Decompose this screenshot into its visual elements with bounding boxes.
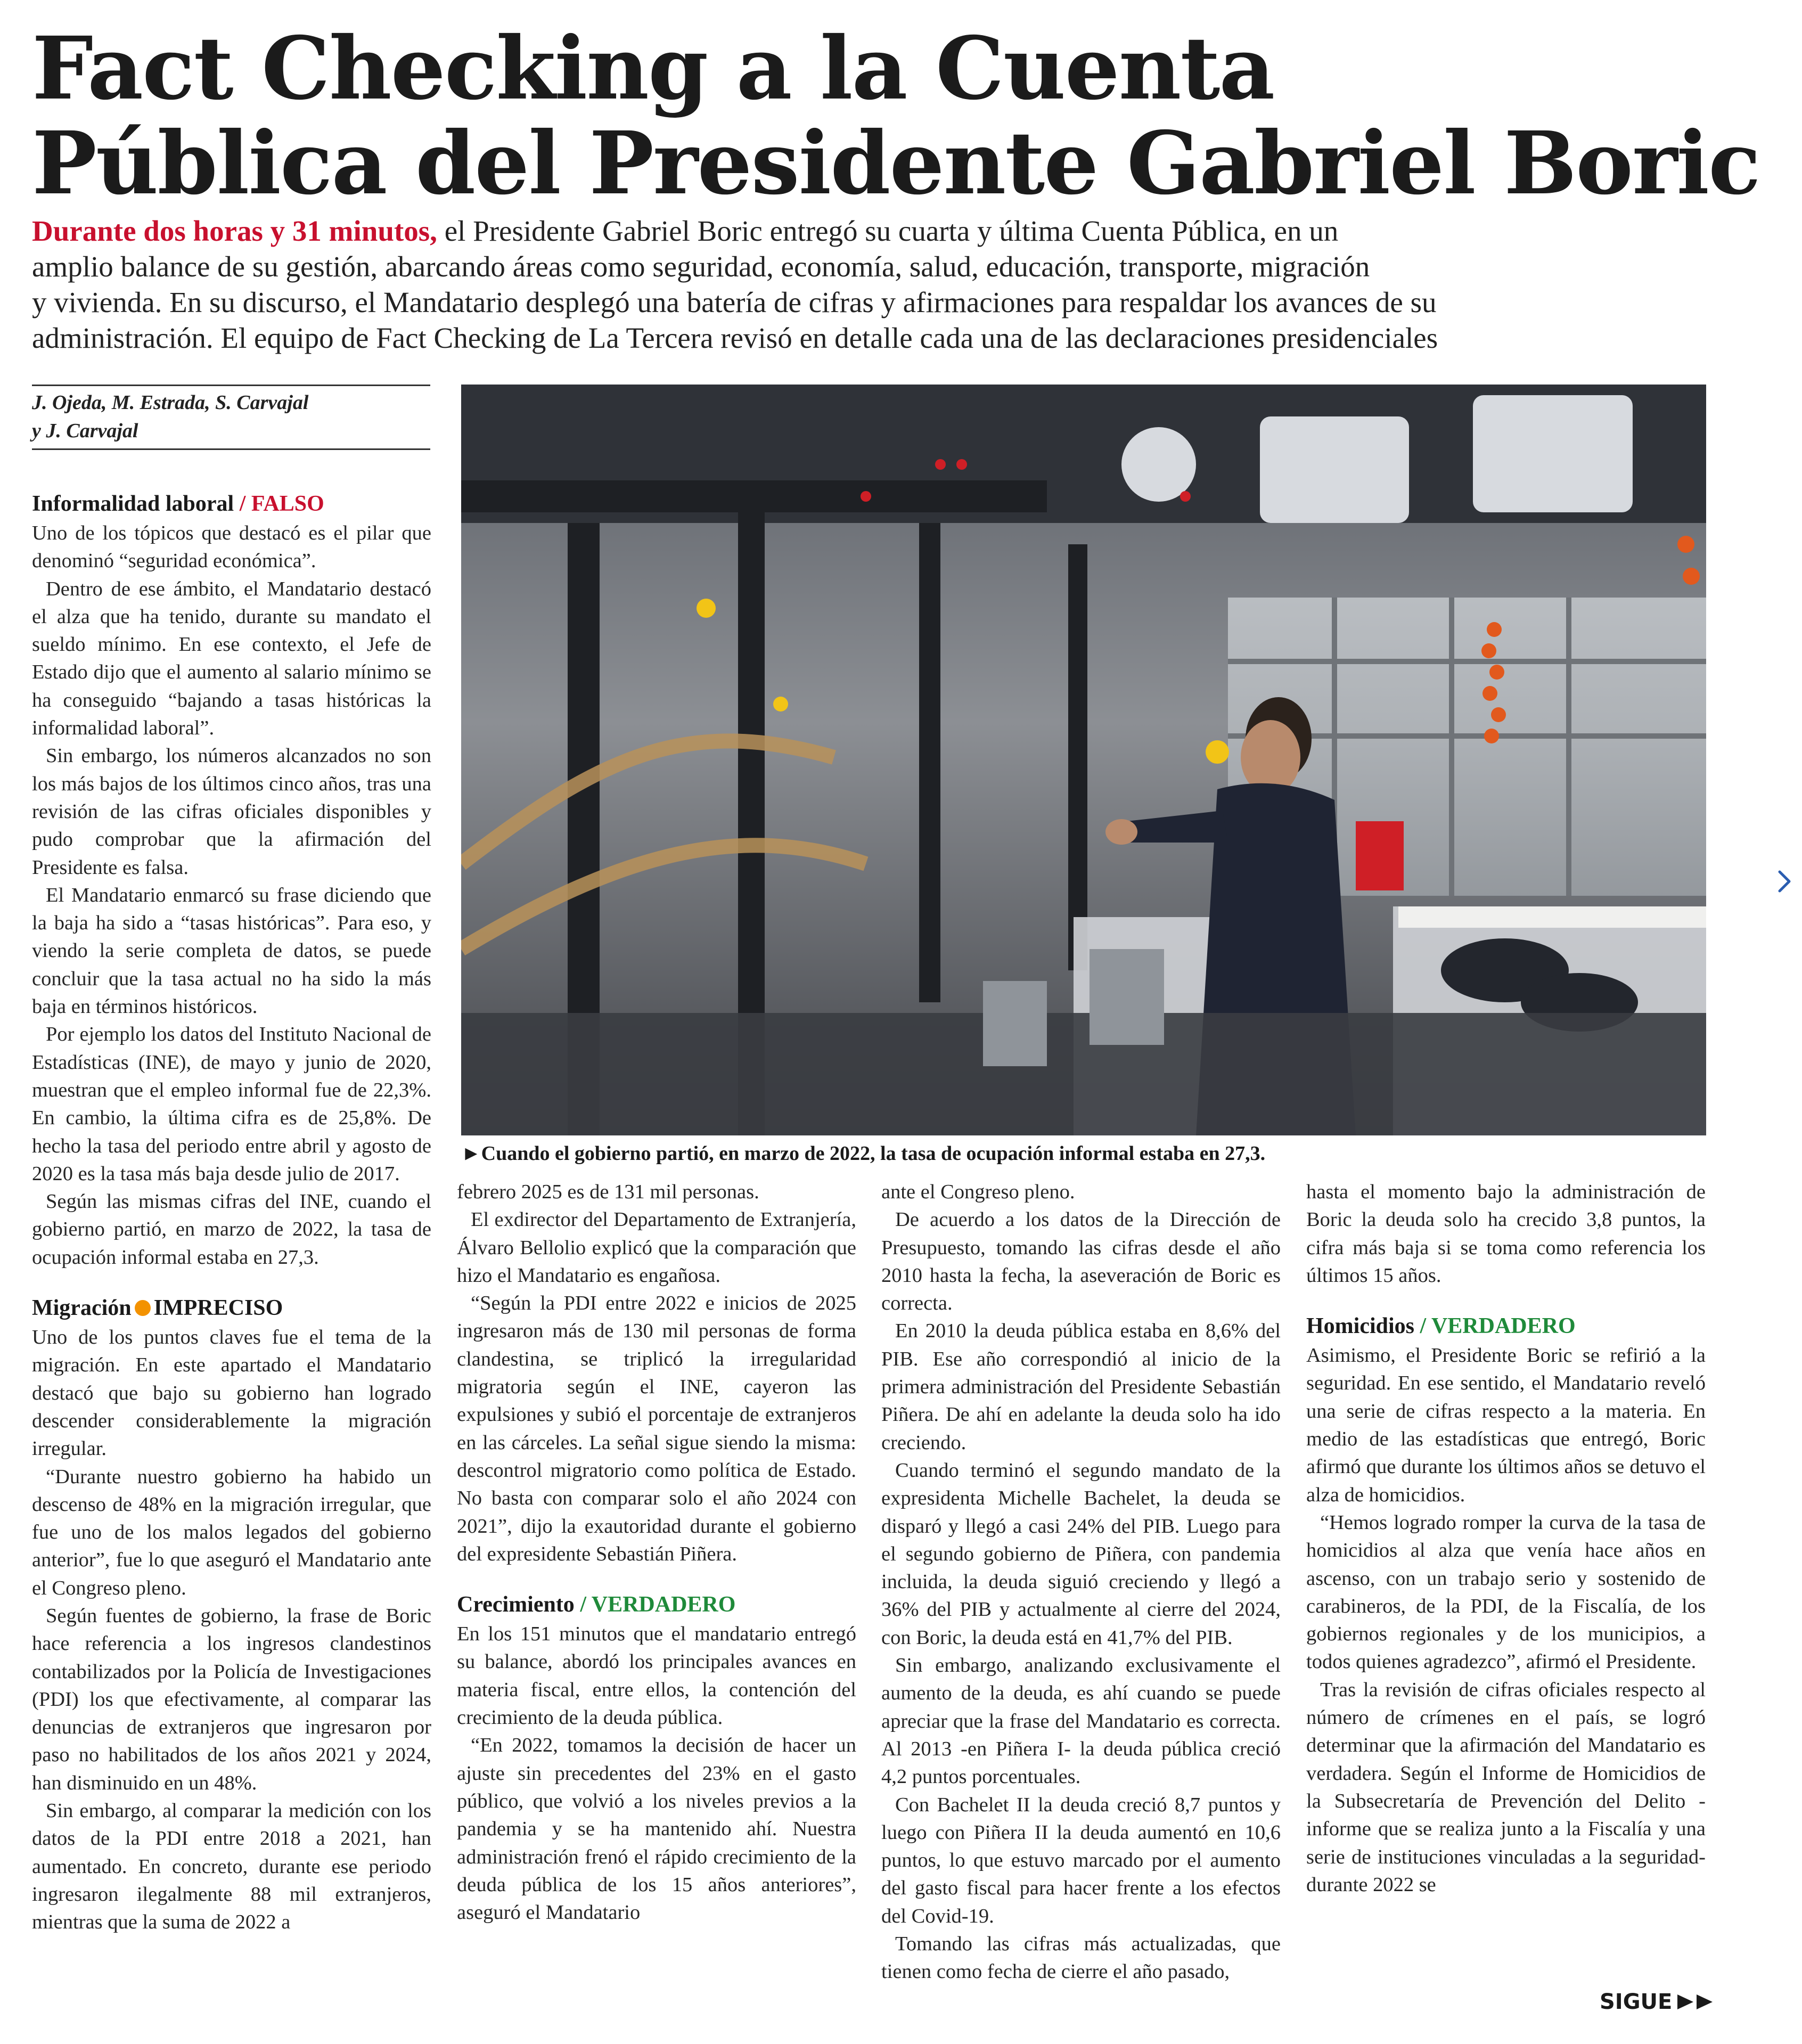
crecimiento-p3: ante el Congreso pleno.: [881, 1181, 1075, 1203]
section-title-migracion: [32, 1293, 431, 1323]
continue-indicator: [1600, 1990, 1716, 2014]
section-title-informalidad: [32, 488, 431, 519]
column-2: [457, 1178, 856, 1926]
migracion-p7: “Según la PDI entre 2022 e inicios de 2025 ingresaron más de 130 mil personas de forma clandestina, se triplicó la irregularidad migratoria según el INE, cayeron las expulsiones y subió el porcentaje de extranjeros en las cárceles. La señal sigue siendo la misma: descontrol migratorio como política de Estado. No basta con comparar solo el año 2024 con 2021”, dijo la exautoridad durante el gobierno del expresidente Sebastián Piñera.: [457, 1292, 856, 1565]
homicidios-p3: Tras la revisión de cifras oficiales respecto al número de crímenes en el país, se logró determinar que la afirmación del Mandatario es verdadera. Según el Informe de Homicidios de la Subsecretaría de Prevención del Delito -informe que se realiza junto a la Fiscalía y una serie de instituciones vinculadas a la seguridad- durante 2022 se: [1306, 1678, 1706, 1896]
byline-top-rule: [32, 385, 430, 386]
crecimiento-p6: Cuando terminó el segundo mandato de la expresidenta Michelle Bachelet, la deuda se disparó y llegó a casi 24% del PIB. Luego para el segundo gobierno de Piñera, con pandemia incluida, la deuda siguió creciendo y llegó a 36% del PIB y actualmente al cierre del 2024, con Boric, la deuda está en 41,7% del PIB.: [881, 1459, 1281, 1649]
informalidad-p3: Sin embargo, los números alcanzados no son los más bajos de los últimos cinco años, tras una revisión de las cifras oficiales disponibles y pudo comprobar que la afirmación del Presidente es falsa.: [32, 745, 431, 879]
crecimiento-p2: “En 2022, tomamos la decisión de hacer un ajuste sin precedentes del 23% en el gasto público, que volvió a los niveles previos a la pandemia y se ha mantenido ahí. Nuestra administración frenó el rápido crecimiento de la deuda pública de los 15 años anteriores”, aseguró el Mandatario: [457, 1734, 856, 1924]
homicidios-p2: “Hemos logrado romper la curva de la tasa de homicidios al alza que venía hace años en ascenso, con un trabajo serio y sostenido de carabineros, de la PDI, de la Fiscalía, de los gobiernos regionales y de los municipios, a todos quienes agradezco”, afirmó el Presidente.: [1306, 1511, 1706, 1673]
crecimiento-p8: Con Bachelet II la deuda creció 8,7 puntos y luego con Piñera II la deuda aumentó en 10,6 puntos, lo que estuvo marcado por el aumento del gasto fiscal para hacer frente a los efectos del Covid-19.: [881, 1793, 1281, 1927]
migracion-title: Migración: [32, 1296, 132, 1321]
column-1: [32, 488, 431, 1936]
informalidad-p1: Uno de los tópicos que destacó es el pilar que denominó “seguridad económica”.: [32, 522, 431, 573]
continue-label: SIGUE: [1600, 1990, 1673, 2014]
imprecise-dot-icon: [135, 1300, 151, 1316]
lead-line-1: [32, 213, 1629, 249]
factory-photo: [461, 385, 1706, 1135]
homicidios-p1: Asimismo, el Presidente Boric se refirió a la seguridad. En ese sentido, el Mandatario reveló una serie de cifras respecto a la materia. En medio de las estadísticas que entregó, Boric afirmó que durante los últimos años se detuvo el alza de homicidios.: [1306, 1344, 1706, 1506]
column-4: [1306, 1178, 1706, 1899]
caption-marker: ►: [461, 1142, 481, 1165]
caption-text: Cuando el gobierno partió, en marzo de 2022, la tasa de ocupación informal estaba en 27,3.: [481, 1142, 1266, 1165]
column-3: [881, 1178, 1281, 1986]
crecimiento-separator: /: [574, 1592, 592, 1617]
crecimiento-p9: Tomando las cifras más actualizadas, que tienen como fecha de cierre el año pasado,: [881, 1933, 1281, 1983]
crecimiento-p7: Sin embargo, analizando exclusivamente el aumento de la deuda, es ahí cuando se puede apreciar que la frase del Mandatario es correcta. Al 2013 -en Piñera I- la deuda pública creció 4,2 puntos porcentuales.: [881, 1654, 1281, 1788]
migracion-p4: Sin embargo, al comparar la medición con los datos de la PDI entre 2018 a 2021, han aumentado. En concreto, durante ese periodo ingresaron ilegalmente 88 mil extranjeros, mientras que la suma de 2022 a: [32, 1800, 431, 1934]
factory-illustration: [461, 385, 1706, 1135]
next-page-chevron-icon[interactable]: [1768, 865, 1800, 897]
byline-line-1: J. Ojeda, M. Estrada, S. Carvajal: [32, 391, 309, 414]
headline-line-2: Pública del Presidente Gabriel Boric: [32, 113, 1760, 214]
headline: [32, 18, 1760, 214]
verdict-badge-verdadero: VERDADERO: [591, 1592, 736, 1617]
crecimiento-p4: De acuerdo a los datos de la Dirección de Presupuesto, tomando las cifras desde el año 2010 hasta la fecha, la aseveración de Boric es correcta.: [881, 1208, 1281, 1315]
lead-line-4: administración. El equipo de Fact Checking de La Tercera revisó en detalle cada una de las declaraciones presidenciales: [32, 322, 1438, 354]
migracion-p5: febrero 2025 es de 131 mil personas.: [457, 1181, 759, 1203]
lead-line-1-text: el Presidente Gabriel Boric entregó su cuarta y última Cuenta Pública, en un: [437, 215, 1339, 247]
homicidios-separator: /: [1414, 1314, 1431, 1339]
homicidios-title: Homicidios: [1306, 1314, 1415, 1339]
byline-line-2: y J. Carvajal: [32, 420, 138, 442]
migracion-p1: Uno de los puntos claves fue el tema de la migración. En este apartado el Mandatario destacó que bajo su gobierno han logrado descender considerablemente la migración irregular.: [32, 1326, 431, 1460]
verdict-badge-impreciso: IMPRECISO: [153, 1296, 283, 1321]
verdict-badge-falso: FALSO: [251, 492, 324, 516]
lead-highlight: Durante dos horas y 31 minutos,: [32, 215, 437, 247]
double-arrow-icon: [1675, 1992, 1716, 2012]
lead-paragraph: [32, 213, 1629, 356]
migracion-p6: El exdirector del Departamento de Extranjería, Álvaro Bellolio explicó que la comparación que hizo el Mandatario es engañosa.: [457, 1208, 856, 1287]
byline: [32, 389, 430, 445]
crecimiento-p5: En 2010 la deuda pública estaba en 8,6% del PIB. Ese año correspondió al inicio de la primera administración del Presidente Sebastián Piñera. De ahí en adelante la deuda solo ha ido creciendo.: [881, 1320, 1281, 1454]
lead-line-2: amplio balance de su gestión, abarcando áreas como seguridad, economía, salud, educación, transporte, migración: [32, 250, 1370, 283]
verdict-badge-homicidios: VERDADERO: [1431, 1314, 1576, 1339]
informalidad-p5: Por ejemplo los datos del Instituto Nacional de Estadísticas (INE), de mayo y junio de 2020, muestran que el empleo informal fue de 22,3%. En cambio, la última cifra es de 25,8%. De hecho la tasa del periodo entre abril y agosto de 2020 es la tasa más baja desde julio de 2017.: [32, 1023, 431, 1185]
crecimiento-title: Crecimiento: [457, 1592, 575, 1617]
informalidad-p6: Según las mismas cifras del INE, cuando el gobierno partió, en marzo de 2022, la tasa de ocupación informal estaba en 27,3.: [32, 1190, 431, 1269]
section-title-crecimiento: [457, 1589, 856, 1620]
informalidad-separator: /: [234, 492, 251, 516]
informalidad-p2: Dentro de ese ámbito, el Mandatario destacó el alza que ha tenido, durante su mandato el sueldo mínimo. En ese contexto, el Jefe de Estado dijo que el aumento al salario mínimo se ha conseguido “bajando a tasas históricas la informalidad laboral”.: [32, 577, 431, 740]
section-title-homicidios: [1306, 1311, 1706, 1342]
photo-caption: [461, 1141, 1706, 1166]
crecimiento-p10: hasta el momento bajo la administración de Boric la deuda solo ha crecido 3,8 puntos, la cifra más baja si se toma como referencia los últimos 15 años.: [1306, 1181, 1706, 1287]
migracion-p3: Según fuentes de gobierno, la frase de Boric hace referencia a los ingresos clandestinos contabilizados por la Policía de Investigaciones (PDI) los que efectivamente, al comparar las denuncias de extranjeros que ingresaron por paso no habilitados de los años 2021 y 2024, han disminuido en un 48%.: [32, 1604, 431, 1794]
byline-bottom-rule: [32, 448, 430, 450]
lead-line-3: y vivienda. En su discurso, el Mandatario desplegó una batería de cifras y afirmaciones para respaldar los avances de su: [32, 286, 1437, 318]
headline-line-1: Fact Checking a la Cuenta: [32, 18, 1274, 119]
crecimiento-p1: En los 151 minutos que el mandatario entregó su balance, abordó los principales avances en materia fiscal, entre ellos, la contención del crecimiento de la deuda pública.: [457, 1623, 856, 1729]
informalidad-p4: El Mandatario enmarcó su frase diciendo que la baja ha sido a “tasas históricas”. Para eso, y viendo la serie completa de datos, se puede concluir que la tasa actual no ha sido la más baja en términos históricos.: [32, 884, 431, 1018]
informalidad-title: Informalidad laboral: [32, 492, 234, 516]
migracion-p2: “Durante nuestro gobierno ha habido un descenso de 48% en la migración irregular, que fue uno de los malos legados del gobierno anterior”, fue lo que aseguró el Mandatario ante el Congreso pleno.: [32, 1465, 431, 1599]
